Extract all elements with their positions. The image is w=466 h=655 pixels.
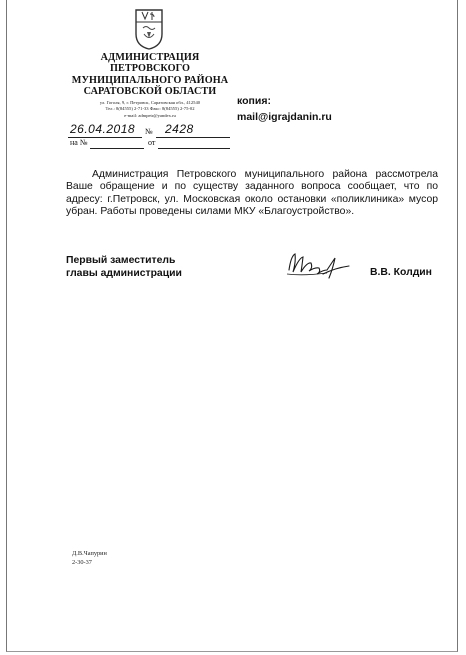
org-line-3: МУНИЦИПАЛЬНОГО РАЙОНА — [71, 74, 229, 86]
org-line-2: ПЕТРОВСКОГО — [109, 63, 191, 75]
reference-underline — [90, 148, 144, 149]
signer-title — [66, 254, 182, 280]
executor-info — [72, 550, 107, 568]
signer-title-line-2: главы администрации — [66, 268, 182, 279]
executor-phone: 2-30-37 — [72, 558, 92, 566]
address-line-1: ул. Гоголя, 9, г. Петровск, Саратовская обл., 412540 — [99, 100, 201, 105]
reference-date-underline — [158, 148, 230, 149]
organization-name — [60, 52, 240, 98]
registration-number-label: № — [145, 127, 153, 136]
registration-date: 26.04.2018 — [70, 122, 136, 136]
coat-of-arms-icon — [134, 8, 164, 50]
reference-label: на № — [70, 138, 88, 147]
handwritten-signature — [283, 248, 353, 282]
registration-number: 2428 — [165, 122, 194, 136]
copy-label: копия: — [237, 95, 271, 107]
organization-address — [60, 100, 240, 119]
signer-title-line-1: Первый заместитель — [66, 255, 176, 266]
signer-name: В.В. Колдин — [370, 267, 432, 278]
executor-name: Д.В.Чапурин — [72, 550, 107, 557]
number-underline — [156, 137, 230, 138]
copy-email: mail@igrajdanin.ru — [237, 111, 332, 123]
address-line-3: e-mail: admpetr@yandex.ru — [124, 112, 176, 118]
letter-body: Администрация Петровского муниципального района рассмотрела Ваше обращение и по существу заданного вопроса сообщает, что по адресу: г.Петровск, ул. Московская около остановки «поликлиника» мусор убран. Работы проведены силами МКУ «Благоустройство». — [66, 169, 438, 218]
org-line-1: АДМИНИСТРАЦИЯ — [100, 52, 200, 63]
org-line-4: САРАТОВСКОЙ ОБЛАСТИ — [83, 86, 217, 98]
address-line-2: Тел.: 8(84555) 2-71-33 Факс: 8(84555) 2-75-02 — [105, 106, 195, 112]
reference-from-label: от — [148, 138, 156, 147]
